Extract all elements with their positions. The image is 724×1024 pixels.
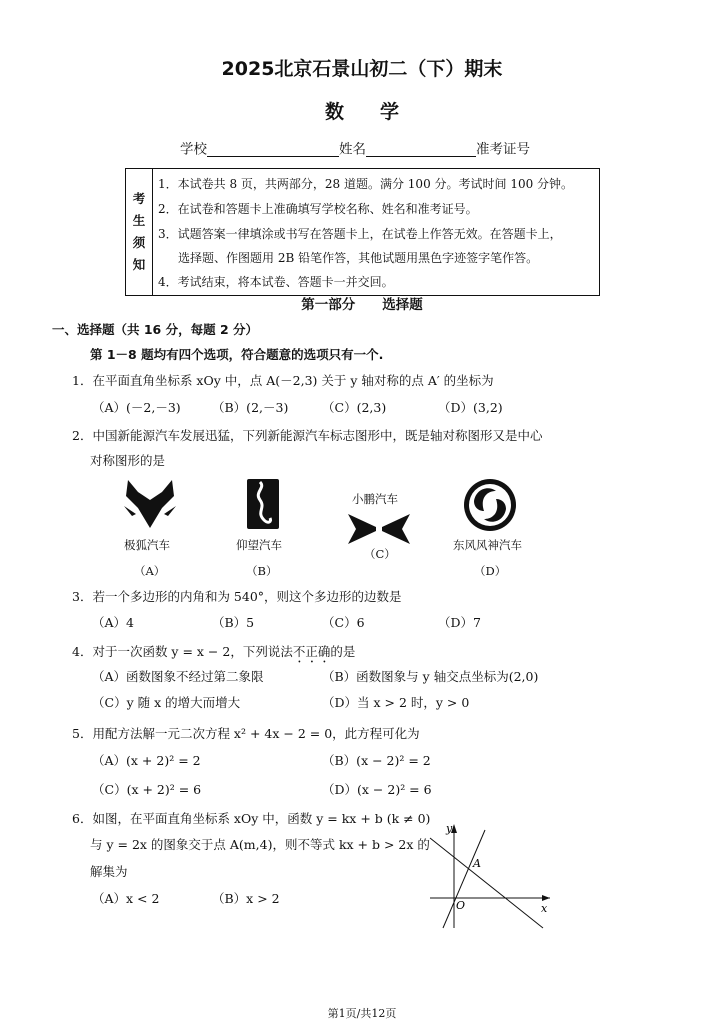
exam-title: 2025北京石景山初二（下）期末: [221, 58, 503, 80]
option-c: （C）6: [322, 615, 365, 630]
school-label: 学校: [180, 141, 207, 158]
option-b: （B）(x − 2)² = 2: [322, 753, 431, 768]
option-a: （A）(x + 2)² = 2: [92, 753, 201, 768]
notice-item: 选择题、作图题用 2B 铅笔作答，其他试题用黑色字迹签字笔作答。: [178, 251, 539, 265]
option-d: （D）7: [438, 615, 481, 630]
option-c: （C）(x + 2)² = 6: [92, 782, 202, 797]
logo-label-c: （C）: [364, 547, 396, 561]
question-4-stem: [72, 644, 355, 666]
name-field[interactable]: [366, 142, 476, 157]
point-a-label: A: [473, 857, 481, 870]
logo-name-b: 仰望汽车: [236, 538, 282, 552]
option-b: （B）5: [212, 615, 255, 630]
logo-label-d: （D）: [474, 564, 507, 578]
option-d: （D）(3,2): [438, 400, 503, 415]
name-label: 姓名: [339, 141, 366, 158]
jihu-fox-logo: [122, 478, 178, 530]
notice-item: 4．考试结束，将本试卷、答题卡一并交回。: [158, 275, 394, 289]
page-footer: 第1页/共12页: [327, 1007, 397, 1020]
side-char: 考: [132, 191, 146, 206]
origin-label: O: [456, 899, 466, 912]
part-title: 第一部分 选择题: [301, 297, 423, 313]
option-a: （A）(－2,－3): [92, 400, 181, 415]
option-a: （A）x < 2: [92, 891, 160, 906]
stem-text: 的是: [330, 644, 356, 659]
side-char: 生: [132, 213, 146, 228]
section-heading: 一、选择题（共 16 分，每题 2 分）: [52, 322, 259, 337]
option-b: （B）函数图象与 y 轴交点坐标为(2,0): [322, 669, 539, 684]
emphasis-text: 不正确: [292, 644, 331, 659]
logo-name-c: 小鹏汽车: [352, 492, 398, 506]
question-6-stem: 6．如图，在平面直角坐标系 xOy 中，函数 y = kx + b (k ≠ 0): [72, 811, 431, 826]
student-info-line: [180, 142, 530, 157]
section-instruction: 第 1－8 题均有四个选项，符合题意的选项只有一个.: [90, 347, 384, 362]
option-c: （C）(2,3): [322, 400, 387, 415]
question-6-graph: [425, 820, 560, 930]
notice-item: 3．试题答案一律填涂或书写在答题卡上，在试卷上作答无效。在答题卡上，: [158, 227, 562, 241]
subject-title: 数学: [324, 101, 435, 123]
exam-id-label: 准考证号: [476, 141, 530, 158]
xpeng-logo: [346, 512, 412, 546]
logo-label-b: （B）: [246, 564, 278, 578]
y-axis-label: y: [446, 822, 453, 835]
logo-name-a: 极狐汽车: [124, 538, 170, 552]
question-3-stem: 3．若一个多边形的内角和为 540°，则这个多边形的边数是: [72, 589, 402, 604]
option-b: （B）(2,－3): [212, 400, 289, 415]
option-a: （A）函数图象不经过第二象限: [92, 669, 264, 684]
question-2-stem-cont: 对称图形的是: [90, 453, 166, 468]
option-d: （D）(x − 2)² = 6: [322, 782, 432, 797]
question-6-stem-cont: 与 y = 2x 的图象交于点 A(m,4)，则不等式 kx + b > 2x 的: [90, 837, 430, 852]
option-b: （B）x > 2: [212, 891, 280, 906]
school-field[interactable]: [207, 142, 339, 157]
question-1-stem: 1．在平面直角坐标系 xOy 中，点 A(－2,3) 关于 y 轴对称的点 A′ 的坐标为: [72, 373, 494, 388]
question-5-stem: 5．用配方法解一元二次方程 x² + 4x − 2 = 0，此方程可化为: [72, 726, 420, 741]
logo-label-a: （A）: [134, 564, 166, 578]
question-2-stem: 2．中国新能源汽车发展迅猛，下列新能源汽车标志图形中，既是轴对称图形又是中心: [72, 428, 543, 443]
option-d: （D）当 x > 2 时，y > 0: [322, 695, 470, 710]
logo-name-d: 东风风神汽车: [453, 538, 522, 552]
line-y-2x: [443, 830, 485, 928]
notice-item: 2．在试卷和答题卡上准确填写学校名称、姓名和准考证号。: [158, 202, 478, 216]
option-c: （C）y 随 x 的增大而增大: [92, 695, 241, 710]
notice-side-label: [126, 169, 153, 295]
x-axis-arrow-icon: [542, 895, 550, 901]
x-axis-label: x: [541, 902, 548, 915]
exam-notice-box: [125, 168, 600, 296]
notice-item: 1．本试卷共 8 页，共两部分，28 道题。满分 100 分。考试时间 100 分钟。: [158, 177, 574, 191]
question-6-stem-cont: 解集为: [90, 864, 128, 879]
side-char: 须: [132, 235, 146, 250]
option-a: （A）4: [92, 615, 134, 630]
stem-text: 4．对于一次函数 y = x − 2，下列说法: [72, 644, 293, 659]
line-y-kx-b: [430, 838, 543, 928]
side-char: 知: [132, 257, 146, 272]
dongfeng-logo: [462, 477, 518, 533]
yangwang-logo: [246, 478, 280, 530]
